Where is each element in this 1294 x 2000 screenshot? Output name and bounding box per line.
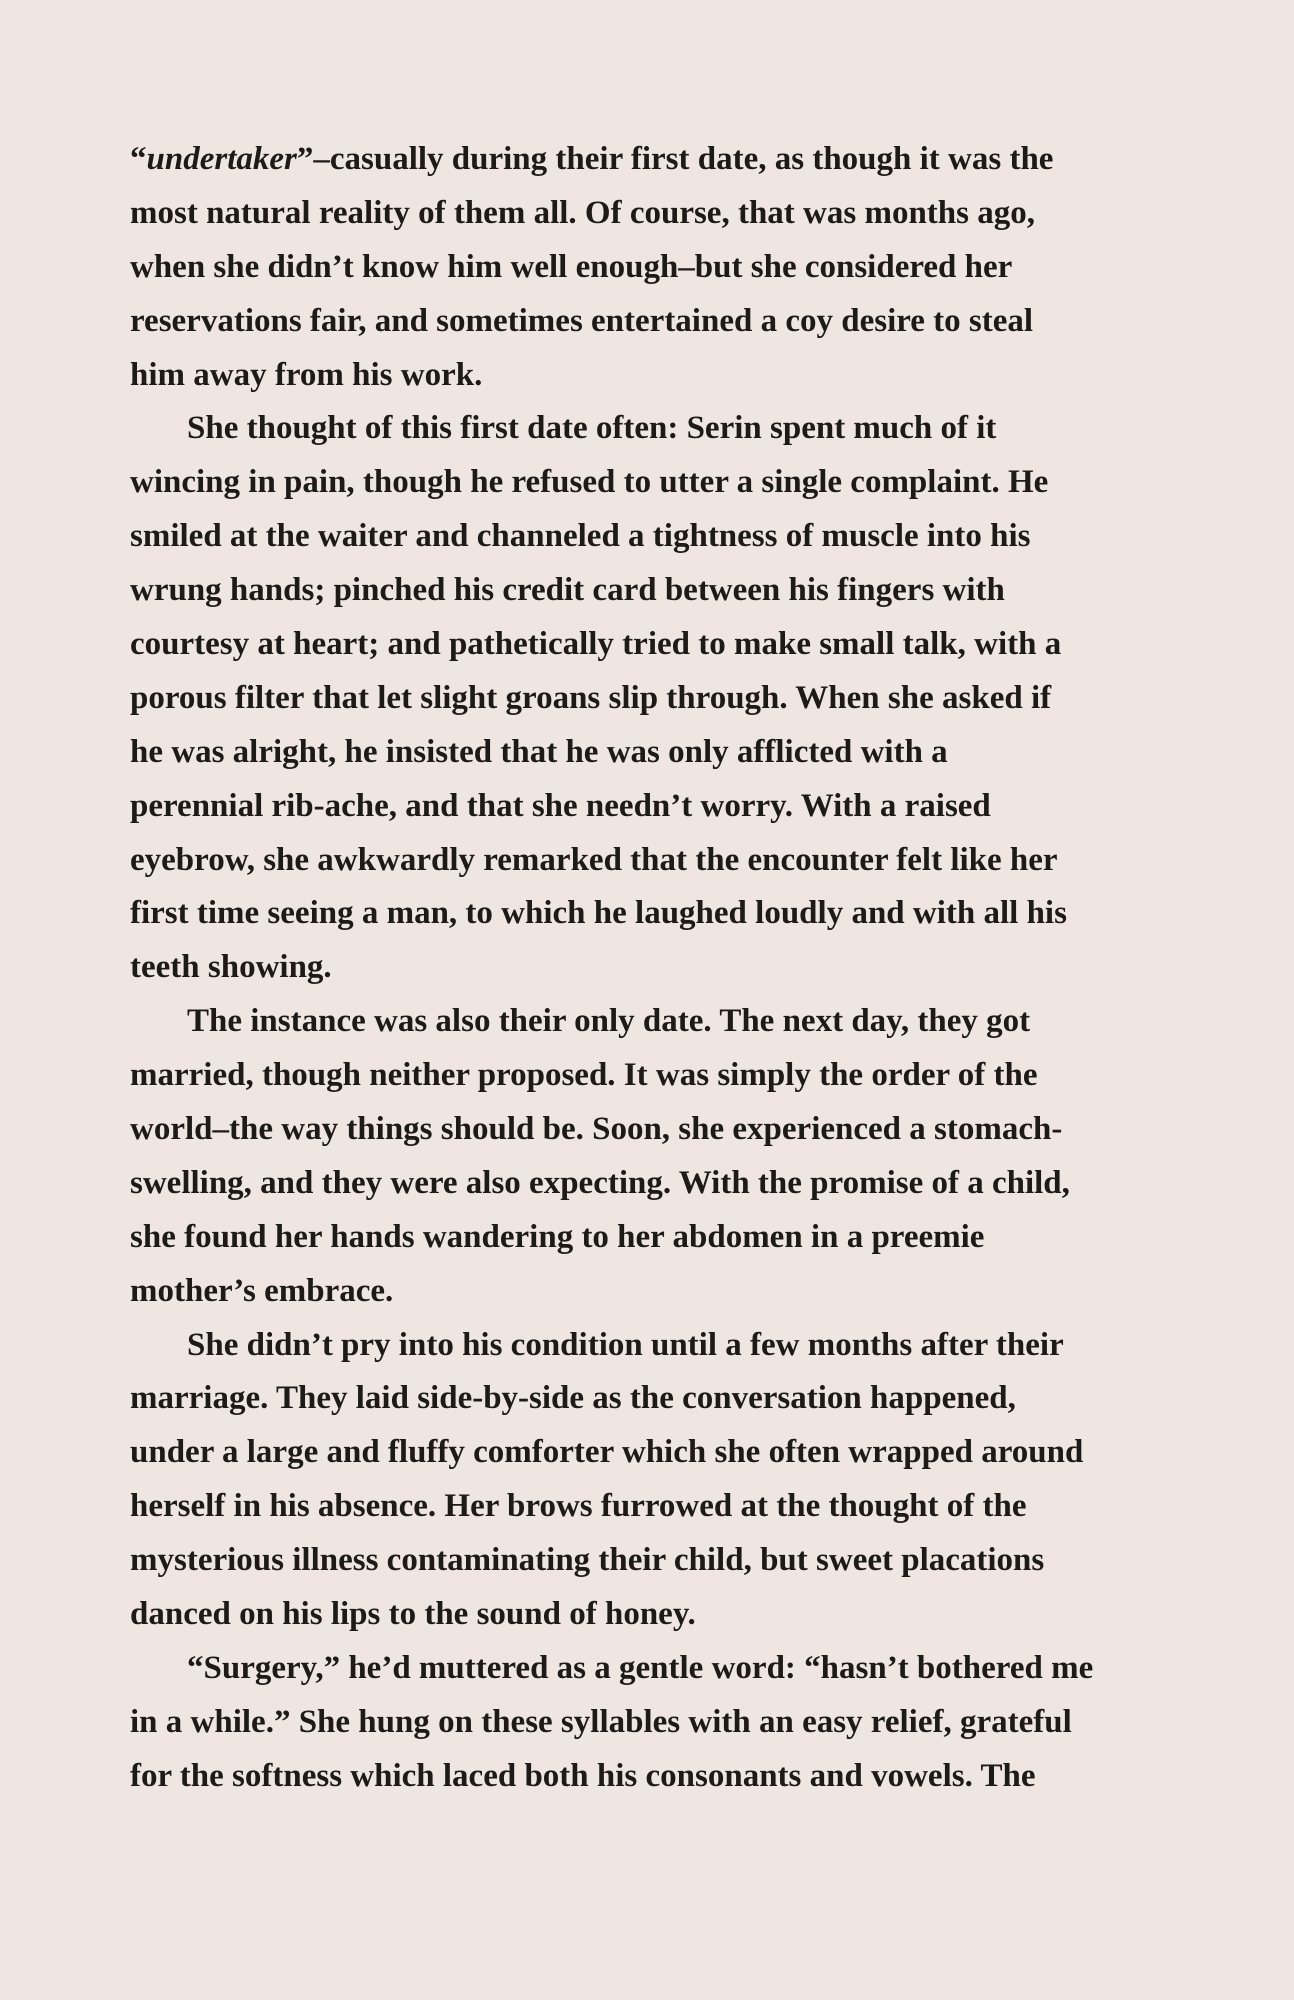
text-line [130, 1534, 1190, 1588]
text-segment: “Surgery,” he’d muttered as a gentle word: “hasn’t bothered me [187, 1649, 1094, 1686]
text-line [130, 1588, 1190, 1642]
text-segment: mother’s embrace. [130, 1272, 394, 1309]
text-line [130, 349, 1190, 403]
text-segment: he was alright, he insisted that he was only afflicted with a [130, 733, 948, 770]
text-segment: smiled at the waiter and channeled a tightness of muscle into his [130, 518, 1031, 555]
text-line [130, 1211, 1190, 1265]
text-segment: porous filter that let slight groans slip through. When she asked if [130, 679, 1052, 716]
text-segment: in a while.” She hung on these syllables with an easy relief, grateful [130, 1703, 1072, 1740]
text-segment: The instance was also their only date. The next day, they got [187, 1003, 1031, 1040]
text-segment: “ [130, 141, 147, 177]
text-segment: ”–casually during their first date, as though it was the [296, 141, 1054, 177]
text-line [130, 672, 1190, 726]
text-segment: perennial rib-ache, and that she needn’t worry. With a raised [130, 787, 991, 824]
text-line [130, 1696, 1190, 1750]
text-segment: first time seeing a man, to which he laughed loudly and with all his [130, 895, 1067, 932]
text-line [130, 726, 1190, 780]
text-line [130, 1265, 1190, 1319]
text-line [130, 402, 1190, 456]
text-line [130, 1319, 1190, 1373]
text-segment: swelling, and they were also expecting. With the promise of a child, [130, 1164, 1070, 1201]
text-segment: for the softness which laced both his consonants and vowels. The [130, 1757, 1036, 1794]
paragraph [130, 133, 1190, 402]
text-segment: herself in his absence. Her brows furrowed at the thought of the [130, 1488, 1027, 1525]
paragraph [130, 1319, 1190, 1642]
text-line [130, 1480, 1190, 1534]
text-segment: She didn’t pry into his condition until a few months after their [187, 1326, 1064, 1363]
text-segment: eyebrow, she awkwardly remarked that the encounter felt like her [130, 841, 1058, 878]
text-line [130, 241, 1190, 295]
body-text [130, 133, 1190, 1804]
text-segment: courtesy at heart; and pathetically tried to make small talk, with a [130, 626, 1062, 663]
text-line [130, 187, 1190, 241]
text-line [130, 780, 1190, 834]
text-segment: teeth showing. [130, 949, 332, 986]
text-line [130, 564, 1190, 618]
text-segment: mysterious illness contaminating their child, but sweet placations [130, 1542, 1045, 1579]
italic-text: undertaker [146, 141, 297, 177]
text-line [130, 995, 1190, 1049]
text-line [130, 834, 1190, 888]
text-segment: marriage. They laid side-by-side as the conversation happened, [130, 1380, 1016, 1417]
text-line [130, 618, 1190, 672]
text-line [130, 1157, 1190, 1211]
text-segment: married, though neither proposed. It was simply the order of the [130, 1057, 1038, 1094]
text-line [130, 1103, 1190, 1157]
text-segment: she found her hands wandering to her abdomen in a preemie [130, 1218, 985, 1255]
text-segment: most natural reality of them all. Of course, that was months ago, [130, 194, 1035, 231]
text-line [130, 510, 1190, 564]
text-segment: him away from his work. [130, 356, 483, 393]
text-line [130, 1642, 1190, 1696]
text-segment: reservations fair, and sometimes entertained a coy desire to steal [130, 302, 1034, 339]
text-line [130, 1426, 1190, 1480]
text-line [130, 941, 1190, 995]
paragraph [130, 1642, 1190, 1804]
text-segment: when she didn’t know him well enough–but she considered her [130, 248, 1013, 285]
text-segment: She thought of this first date often: Serin spent much of it [187, 410, 997, 447]
text-line [130, 887, 1190, 941]
text-line [130, 133, 1190, 187]
text-segment: world–the way things should be. Soon, she experienced a stomach- [130, 1111, 1063, 1148]
text-segment: under a large and fluffy comforter which she often wrapped around [130, 1434, 1084, 1471]
text-segment: danced on his lips to the sound of honey. [130, 1596, 696, 1633]
text-line [130, 456, 1190, 510]
text-line [130, 1372, 1190, 1426]
text-line [130, 1750, 1190, 1804]
text-segment: wrung hands; pinched his credit card between his fingers with [130, 572, 1005, 609]
paragraph [130, 995, 1190, 1318]
paragraph [130, 402, 1190, 995]
text-segment: wincing in pain, though he refused to utter a single complaint. He [130, 464, 1049, 501]
text-line [130, 1049, 1190, 1103]
text-line [130, 295, 1190, 349]
